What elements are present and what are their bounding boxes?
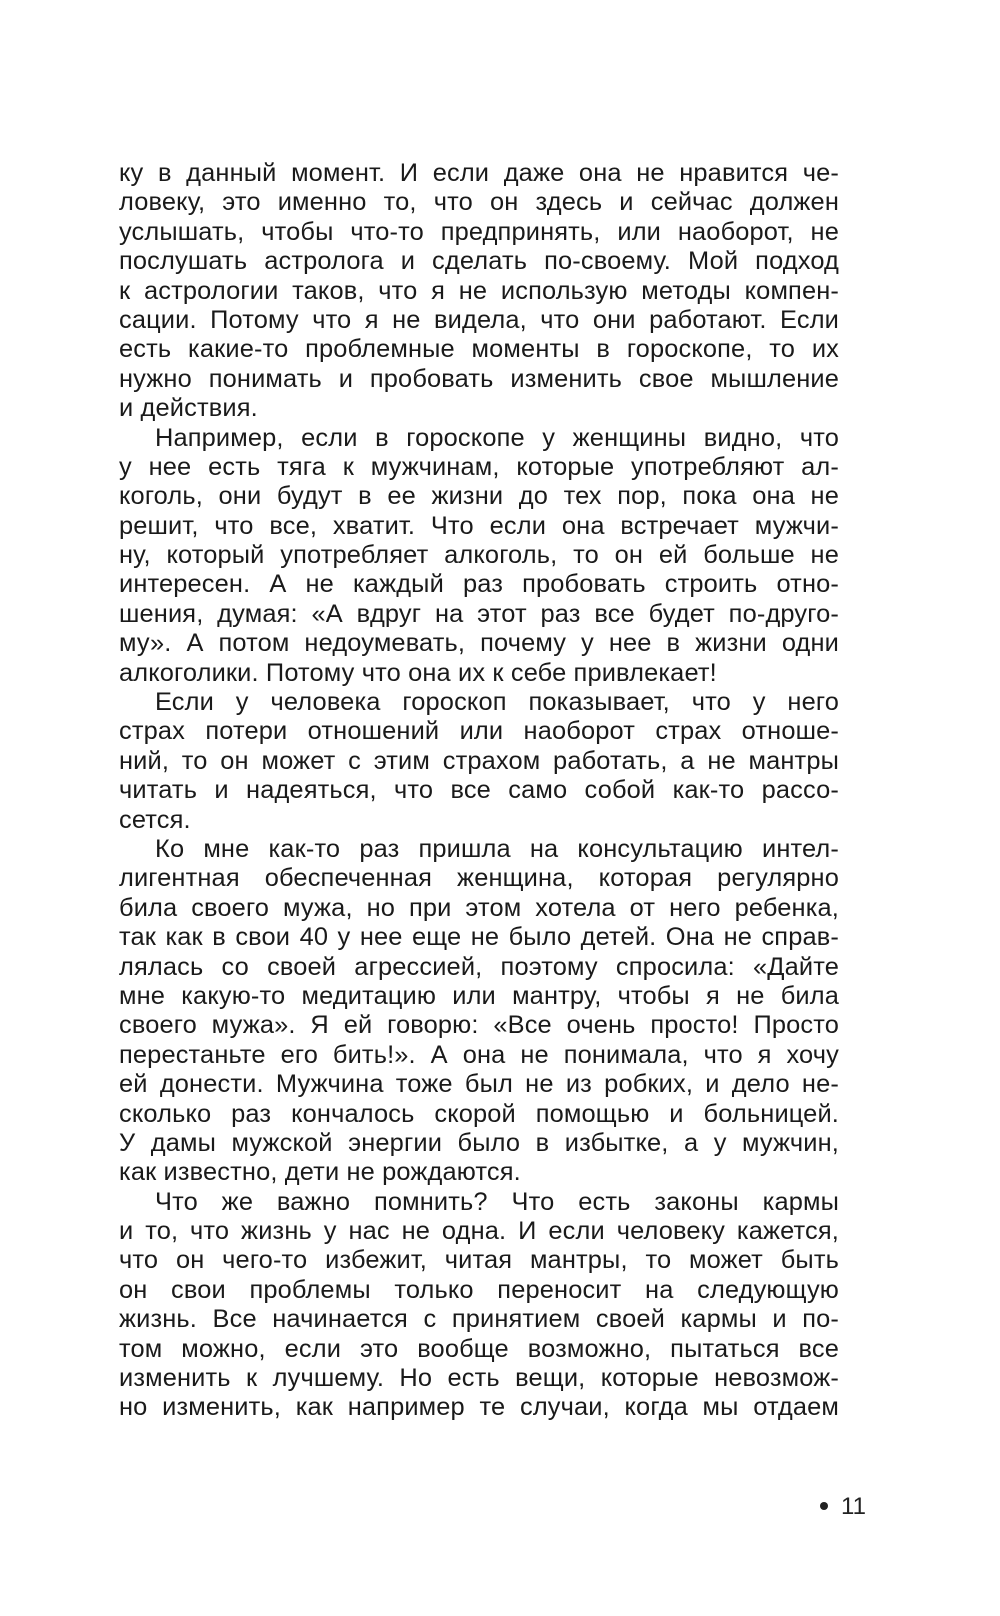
bullet-icon (820, 1502, 828, 1510)
text-line: ловеку, это именно то, что он здесь и сейчас должен (119, 188, 839, 217)
text-line: била своего мужа, но при этом хотела от него ребенка, (119, 893, 839, 922)
text-line: нужно понимать и пробовать изменить свое мышление (119, 364, 839, 393)
text-line: перестаньте его бить!». А она не понимала, что я хочу (119, 1040, 839, 1069)
paragraph-first-line: Что же важно помнить? Что есть законы кармы (155, 1187, 839, 1216)
text-line: интересен. А не каждый раз пробовать строить отно- (119, 570, 839, 599)
text-line: лигентная обеспеченная женщина, которая регулярно (119, 864, 839, 893)
text-line: том можно, если это вообще возможно, пытаться все (119, 1334, 839, 1363)
text-line: страх потери отношений или наоборот страх отноше- (119, 717, 839, 746)
text-line: ей донести. Мужчина тоже был не из робких, и дело не- (119, 1070, 839, 1099)
text-line: ну, который употребляет алкоголь, то он ей больше не (119, 541, 839, 570)
text-line: ку в данный момент. И если даже она не нравится че- (119, 159, 839, 187)
text-line: послушать астролога и сделать по-своему. Мой подход (119, 247, 839, 276)
text-line: у нее есть тяга к мужчинам, которые употребляют ал- (119, 452, 839, 481)
text-line: лялась со своей агрессией, поэтому спросила: «Дайте (119, 952, 839, 981)
text-line: к астрологии таков, что я не использую методы компен- (119, 276, 839, 305)
text-line: ний, то он может с этим страхом работать, а не мантры (119, 746, 839, 775)
paragraph-last-line: алкоголики. Потому что она их к себе привлекает! (119, 658, 717, 687)
page-number (820, 1492, 866, 1522)
text-line: услышать, чтобы что-то предпринять, или наоборот, не (119, 217, 839, 246)
text-line: изменить к лучшему. Но есть вещи, которые невозмож- (119, 1364, 839, 1393)
text-line: он свои проблемы только переносит на следующую (119, 1275, 839, 1304)
text-line: шения, думая: «А вдруг на этот раз все будет по-друго- (119, 599, 839, 628)
text-line: жизнь. Все начинается с принятием своей кармы и по- (119, 1305, 839, 1334)
text-line: так как в свои 40 у нее еще не было детей. Она не справ- (119, 923, 839, 952)
text-line: читать и надеяться, что все само собой как-то рассо- (119, 776, 839, 805)
text-line: что он чего-то избежит, читая мантры, то может быть (119, 1246, 839, 1275)
text-line: сации. Потому что я не видела, что они работают. Если (119, 305, 839, 334)
paragraph-first-line: Например, если в гороскопе у женщины видно, что (155, 423, 839, 452)
text-line: но изменить, как например те случаи, когда мы отдаем (119, 1393, 839, 1422)
text-line: сколько раз кончалось скорой помощью и больницей. (119, 1099, 839, 1128)
paragraph-last-line: сется. (119, 805, 191, 834)
paragraph-last-line: как известно, дети не рождаются. (119, 1158, 521, 1187)
paragraph-first-line: Ко мне как-то раз пришла на консультацию интел- (155, 834, 839, 863)
text-line: му». А потом недоумевать, почему у нее в жизни одни (119, 629, 839, 658)
text-line: есть какие-то проблемные моменты в гороскопе, то их (119, 335, 839, 364)
text-line: решит, что все, хватит. Что если она встречает мужчи- (119, 511, 839, 540)
text-line: коголь, они будут в ее жизни до тех пор, пока она не (119, 482, 839, 511)
paragraph-first-line: Если у человека гороскоп показывает, что у него (155, 688, 839, 717)
text-line: и то, что жизнь у нас не одна. И если человеку кажется, (119, 1217, 839, 1246)
text-line: своего мужа». Я ей говорю: «Все очень просто! Просто (119, 1011, 839, 1040)
paragraph-last-line: и действия. (119, 394, 258, 423)
body-text (119, 159, 839, 1423)
text-line: мне какую-то медитацию или мантру, чтобы я не била (119, 981, 839, 1010)
text-line: У дамы мужской энергии было в избытке, а у мужчин, (119, 1128, 839, 1157)
page-number-label: 11 (841, 1493, 866, 1520)
